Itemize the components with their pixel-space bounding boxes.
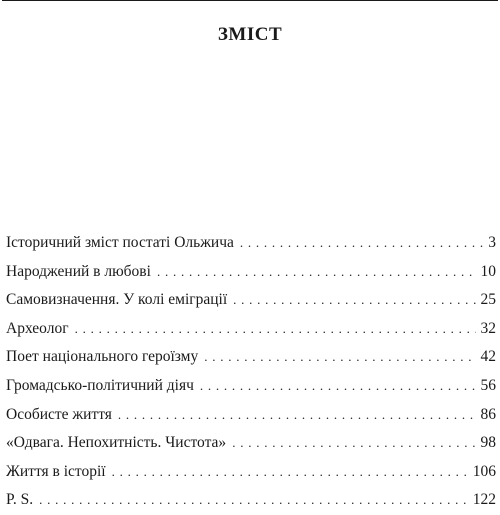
dot-leader [39, 486, 468, 515]
toc-entry[interactable] [6, 429, 496, 458]
dot-leader [118, 401, 476, 430]
toc-entry[interactable] [6, 486, 496, 515]
page-title: ЗМІСТ [217, 24, 283, 45]
dot-leader [232, 429, 475, 458]
toc-entry[interactable] [6, 315, 496, 344]
toc-entry-title: «Одвага. Непохитність. Чистота» [6, 434, 227, 452]
toc-entry-title: Історичний зміст постаті Ольжича [6, 234, 234, 251]
dot-leader [157, 258, 476, 287]
dot-leader [112, 458, 468, 487]
toc-entry-page: 10 [480, 262, 496, 280]
toc-entry[interactable] [6, 229, 496, 258]
dot-leader [204, 343, 475, 372]
toc-entry-page: 98 [480, 434, 496, 452]
toc-entry-title: P. S. [6, 491, 34, 509]
toc-entry[interactable] [6, 458, 496, 487]
toc-entry[interactable] [6, 372, 496, 401]
toc-entry-page: 32 [480, 319, 496, 337]
toc-entry-title: Народжений в любові [6, 262, 151, 280]
toc-entry-title: Життя в історії [6, 462, 106, 480]
toc-entry[interactable] [6, 286, 496, 315]
toc-entry-page: 42 [480, 348, 496, 366]
toc-entry[interactable] [6, 343, 496, 372]
toc-entry-title: Самовизначення. У колі еміграції [6, 291, 228, 309]
toc-entry-title: Археолог [6, 319, 69, 337]
toc-entry-page: 106 [472, 462, 496, 480]
table-of-contents [6, 229, 496, 515]
toc-entry[interactable] [6, 401, 496, 430]
dot-leader [200, 372, 476, 401]
toc-entry[interactable] [6, 258, 496, 287]
toc-entry-page: 86 [480, 405, 496, 423]
toc-entry-page: 122 [472, 491, 496, 509]
dot-leader [233, 286, 475, 315]
top-rule [2, 0, 498, 1]
toc-entry-page: 3 [488, 234, 496, 251]
dot-leader [75, 315, 476, 344]
toc-entry-title: Громадсько-політичний діяч [6, 376, 194, 394]
toc-entry-page: 25 [480, 291, 496, 309]
dot-leader [240, 229, 483, 258]
toc-entry-title: Особисте життя [6, 405, 112, 423]
toc-entry-title: Поет національного героїзму [6, 348, 199, 366]
toc-entry-page: 56 [480, 376, 496, 394]
